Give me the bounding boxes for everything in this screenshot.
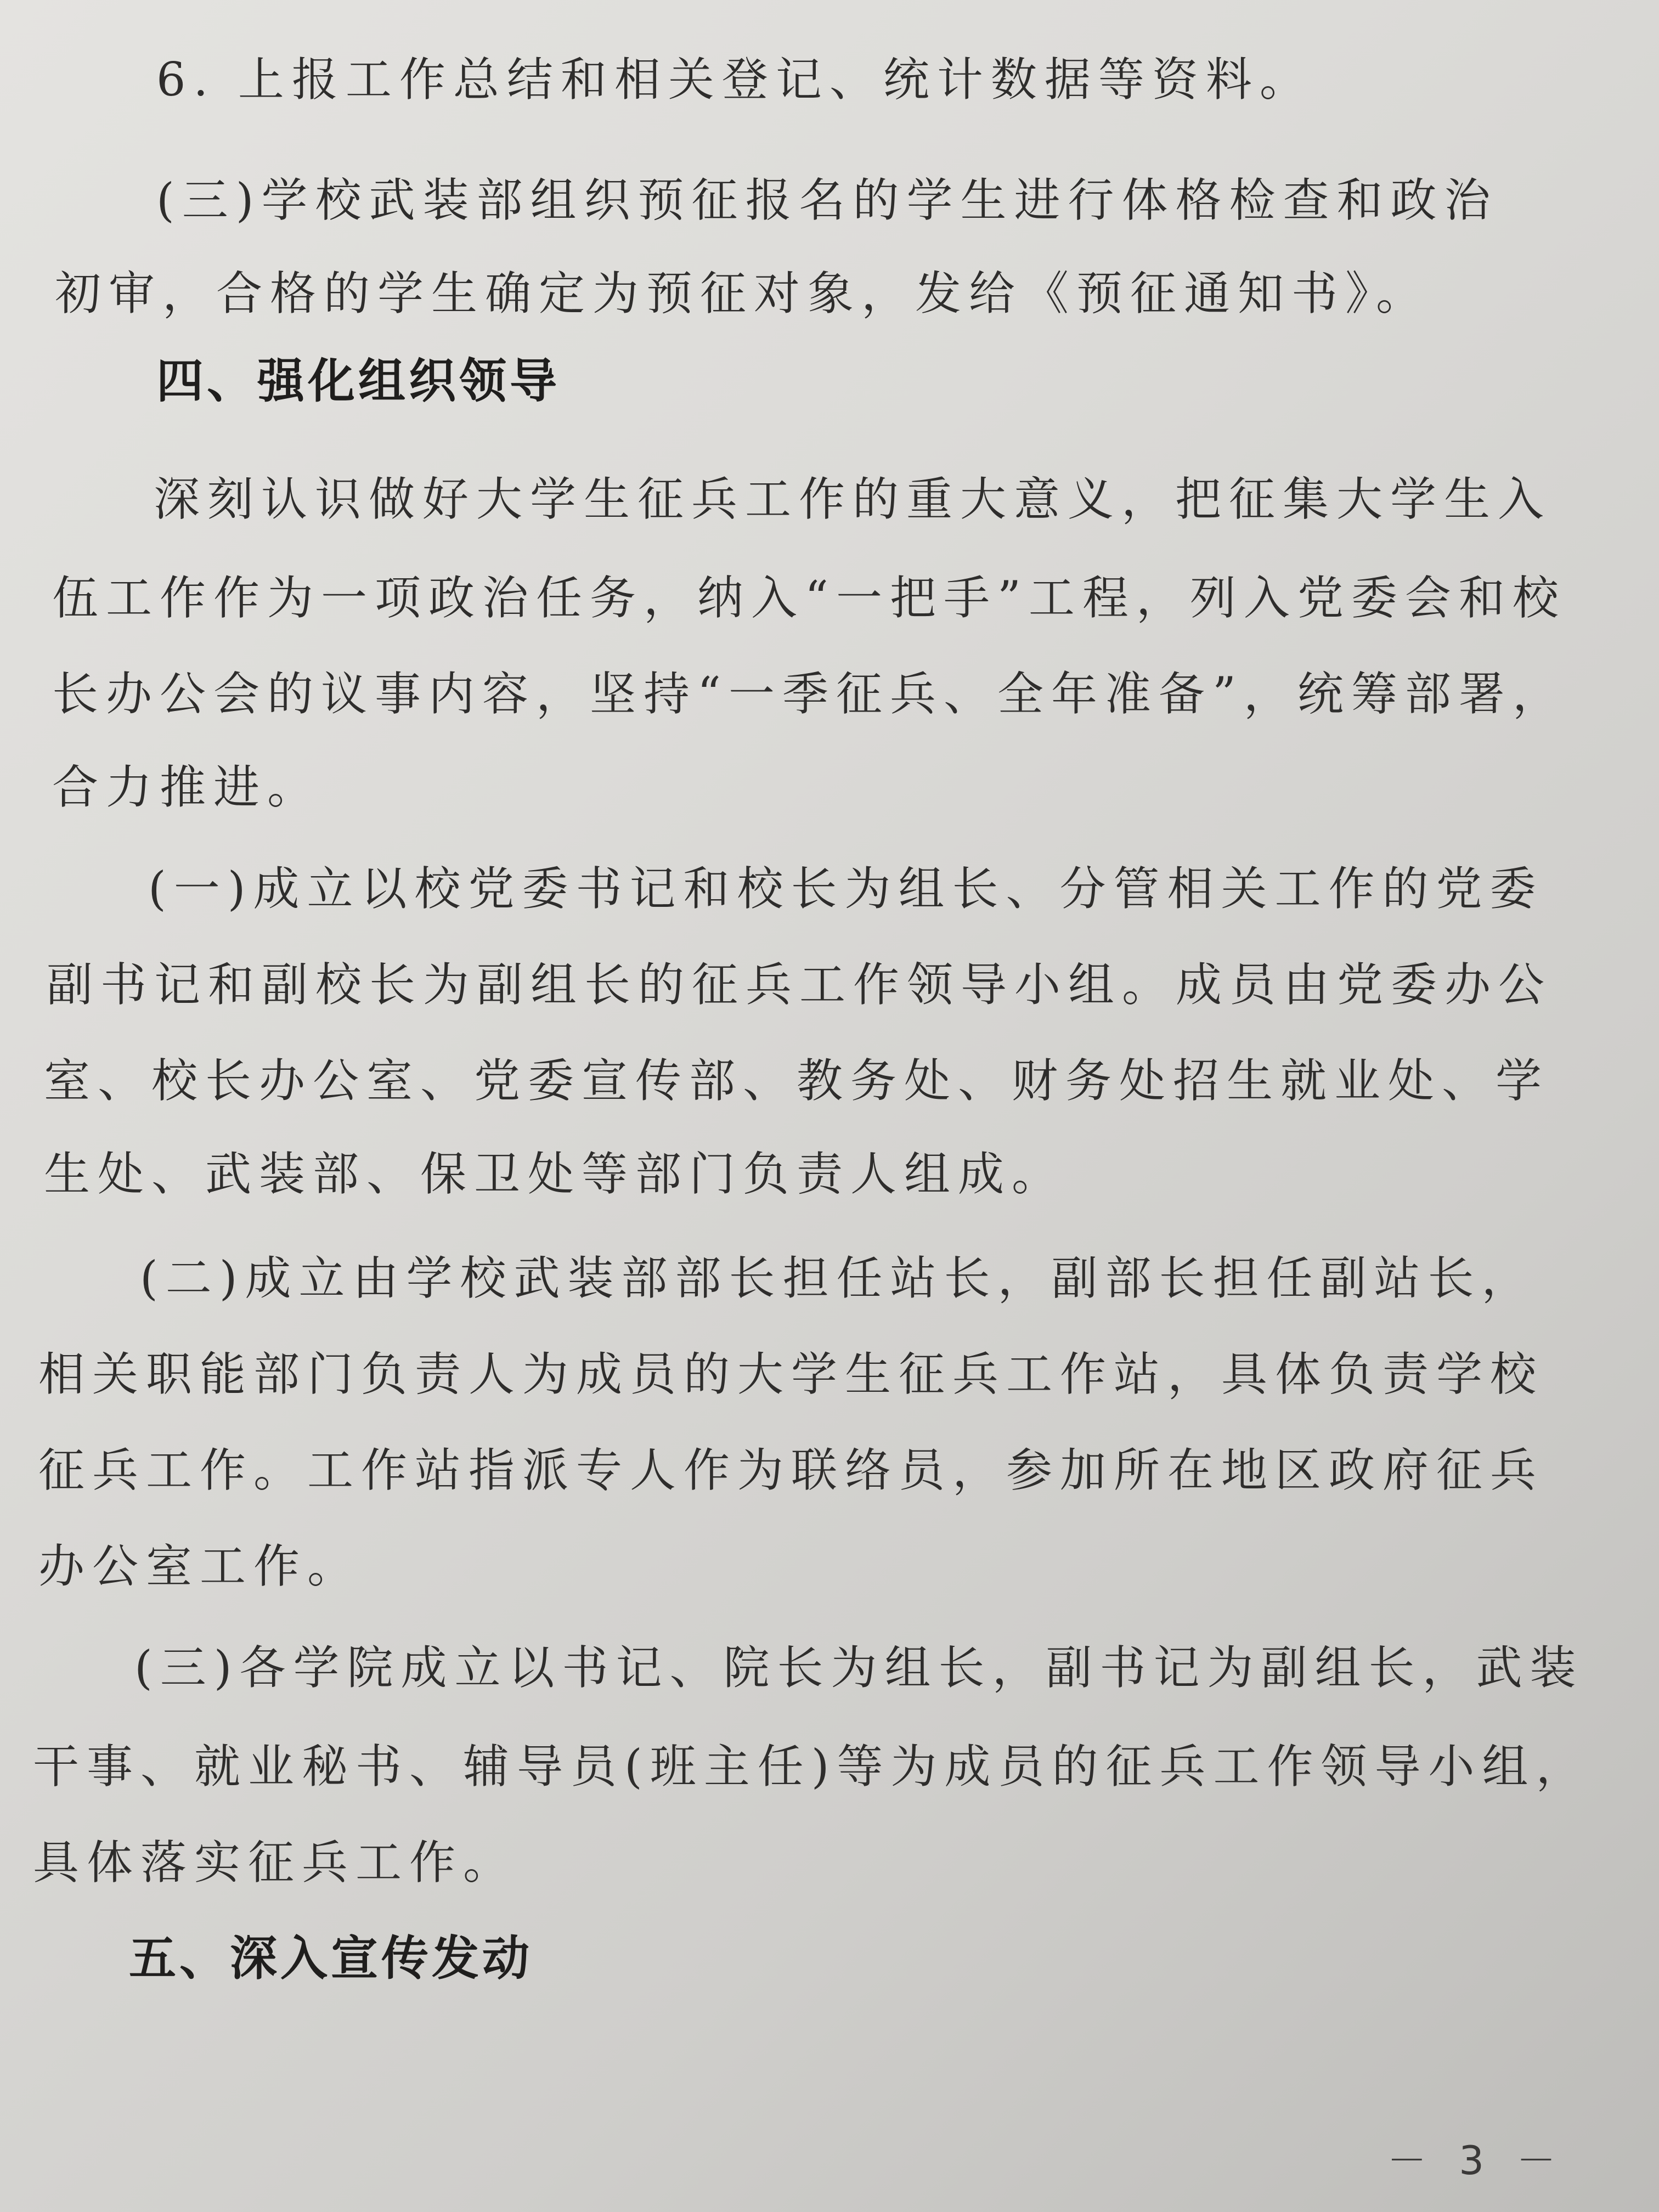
text-line-10: 副书记和副校长为副组长的征兵工作领导小组。成员由党委办公 — [47, 958, 1553, 1012]
text-line-15: 征兵工作。工作站指派专人作为联络员，参加所在地区政府征兵 — [38, 1443, 1544, 1497]
text-line-17: (三)各学院成立以书记、院长为组长，副书记为副组长，武装 — [134, 1641, 1584, 1695]
text-line-14: 相关职能部门负责人为成员的大学生征兵工作站，具体负责学校 — [38, 1347, 1544, 1401]
text-line-8: 合力推进。 — [52, 760, 321, 814]
text-line-18: 干事、就业秘书、辅导员(班主任)等为成员的征兵工作领导小组， — [33, 1740, 1590, 1793]
text-line-11: 室、校长办公室、党委宣传部、教务处、财务处招生就业处、学 — [44, 1054, 1550, 1108]
text-line-9: (一)成立以校党委书记和校长为组长、分管相关工作的党委 — [148, 862, 1544, 916]
text-line-7: 长办公会的议事内容，坚持“一季征兵、全年准备”，统筹部署， — [52, 667, 1566, 721]
text-line-5: 深刻认识做好大学生征兵工作的重大意义，把征集大学生入 — [154, 472, 1552, 526]
text-line-13: (二)成立由学校武装部部长担任站长，副部长担任副站长， — [140, 1251, 1536, 1305]
text-line-2: (三)学校武装部组织预征报名的学生进行体格检查和政治 — [156, 173, 1498, 227]
page-number: － 3 － — [1387, 2137, 1566, 2183]
section-heading-4: 四、强化组织领导 — [156, 354, 560, 409]
text-line-12: 生处、武装部、保卫处等部门负责人组成。 — [44, 1147, 1066, 1201]
text-line-6: 伍工作作为一项政治任务，纳入“一把手”工程，列入党委会和校 — [52, 571, 1566, 625]
text-line-3: 初审，合格的学生确定为预征对象，发给《预征通知书》。 — [55, 267, 1430, 320]
text-line-16: 办公室工作。 — [38, 1539, 362, 1593]
text-line-19: 具体落实征兵工作。 — [33, 1836, 517, 1889]
section-heading-20: 五、深入宣传发动 — [129, 1931, 533, 1986]
text-line-1: 6. 上报工作总结和相关登记、统计数据等资料。 — [156, 53, 1313, 106]
